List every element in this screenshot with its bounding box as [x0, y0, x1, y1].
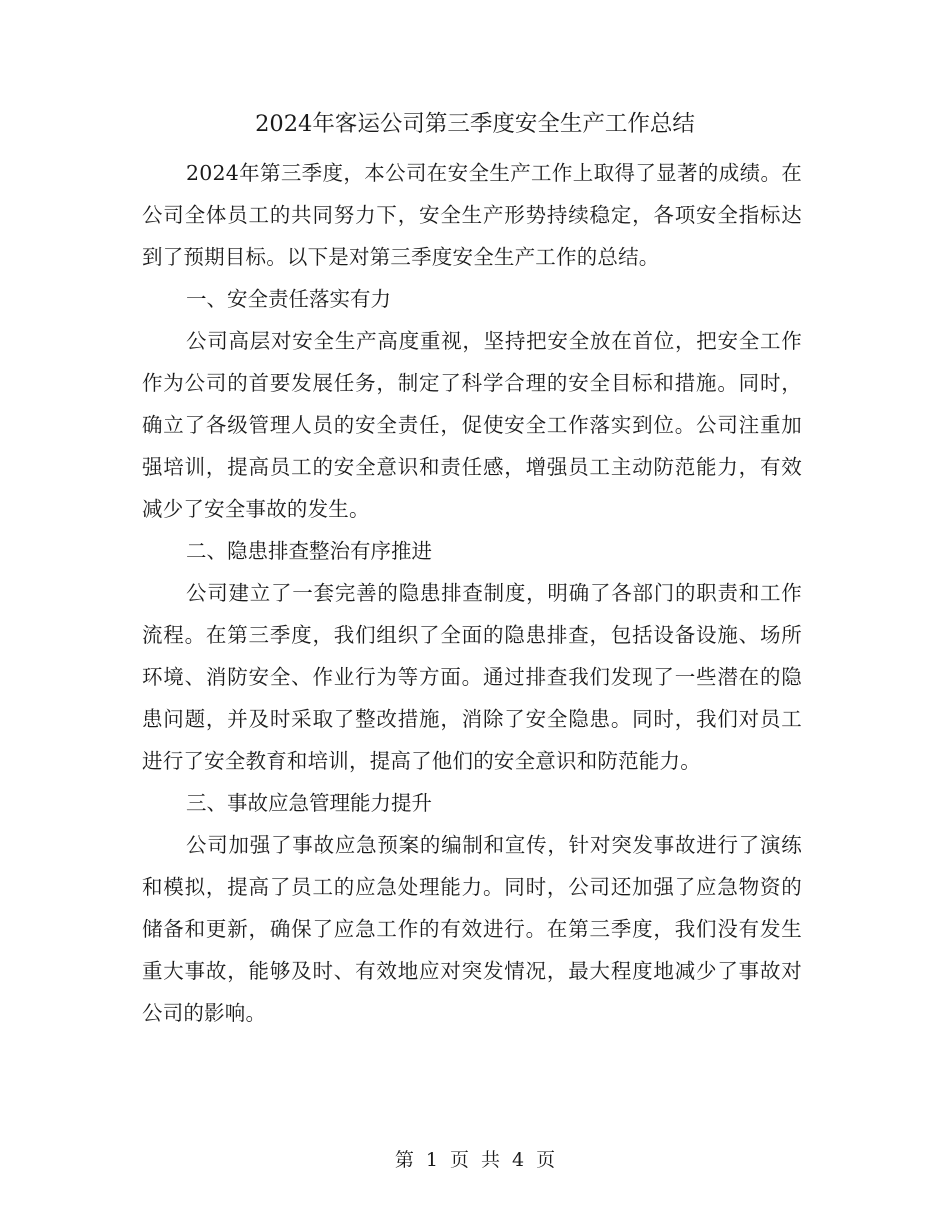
section-heading-2: 二、隐患排查整治有序推进 — [186, 539, 432, 563]
document-body — [142, 152, 802, 1034]
intro-paragraph: 2024年第三季度，本公司在安全生产工作上取得了显著的成绩。在公司全体员工的共同努力下，安全生产形势持续稳定，各项安全指标达到了预期目标。以下是对第三季度安全生产工作的总结。 — [142, 161, 802, 269]
section-heading-1: 一、安全责任落实有力 — [186, 287, 391, 311]
section-paragraph-2: 公司建立了一套完善的隐患排查制度，明确了各部门的职责和工作流程。在第三季度，我们组织了全面的隐患排查，包括设备设施、场所环境、消防安全、作业行为等方面。通过排查我们发现了一些潜在的隐患问题，并及时采取了整改措施，消除了安全隐患。同时，我们对员工进行了安全教育和培训，提高了他们的安全意识和防范能力。 — [142, 581, 802, 773]
page-number-footer: 第 1 页 共 4 页 — [394, 1149, 556, 1171]
page-title: 2024年客运公司第三季度安全生产工作总结 — [255, 111, 695, 137]
section-paragraph-3: 公司加强了事故应急预案的编制和宣传，针对突发事故进行了演练和模拟，提高了员工的应急处理能力。同时，公司还加强了应急物资的储备和更新，确保了应急工作的有效进行。在第三季度，我们没有发生重大事故，能够及时、有效地应对突发情况，最大程度地减少了事故对公司的影响。 — [142, 833, 802, 1025]
section-paragraph-1: 公司高层对安全生产高度重视，坚持把安全放在首位，把安全工作作为公司的首要发展任务，制定了科学合理的安全目标和措施。同时，确立了各级管理人员的安全责任，促使安全工作落实到位。公司注重加强培训，提高员工的安全意识和责任感，增强员工主动防范能力，有效减少了安全事故的发生。 — [142, 329, 802, 521]
section-heading-3: 三、事故应急管理能力提升 — [186, 791, 432, 815]
